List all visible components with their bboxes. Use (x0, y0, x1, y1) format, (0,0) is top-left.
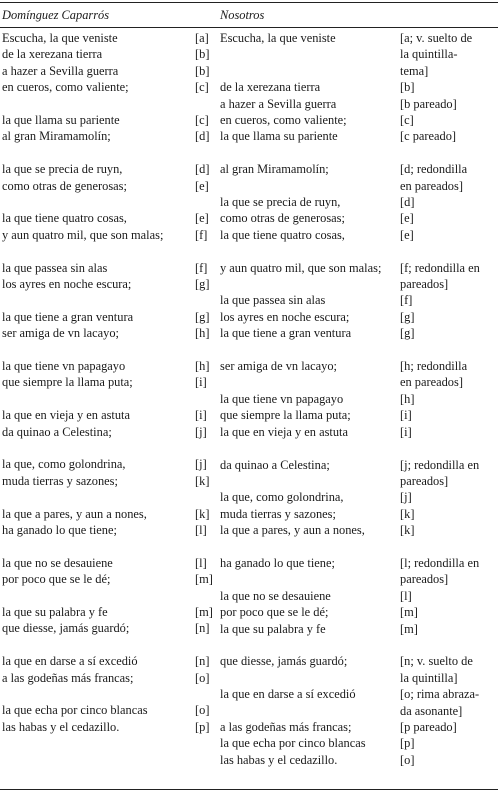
header-left: Domínguez Caparrós (2, 8, 110, 22)
rhyme-tag: [j] (195, 424, 207, 439)
verse-text: por poco que se le dé; (220, 605, 329, 620)
rhyme-tag: [k] (195, 473, 210, 488)
stanza-gap (220, 637, 496, 653)
header-right: Nosotros (220, 8, 265, 22)
verse-line (2, 456, 212, 472)
stanza-gap (2, 637, 212, 653)
rhyme-tag: tema] (400, 63, 429, 78)
verse-line (220, 407, 496, 423)
verse-line (220, 161, 496, 177)
verse-line (2, 325, 212, 341)
rhyme-tag: [o] (195, 670, 210, 685)
verse-text (220, 276, 400, 292)
verse-line (220, 128, 496, 144)
stanza-gap (2, 194, 212, 210)
verse-text: la que se precia de ruyn, (2, 162, 123, 177)
verse-text: la que llama su pariente (2, 113, 120, 128)
rhyme-tag: [o; rima abraza- (400, 687, 480, 702)
verse-line (2, 227, 212, 243)
rhyme-tag: [i] (195, 375, 207, 390)
verse-line (2, 571, 212, 587)
rhyme-tag: [c] (195, 113, 209, 128)
verse-text (220, 178, 400, 194)
verse-line (220, 309, 496, 325)
verse-text: de la xerezana tierra (220, 80, 321, 95)
verse-line (2, 719, 212, 735)
verse-line (2, 702, 212, 718)
stanza-gap (2, 96, 212, 112)
rhyme-tag: [l] (195, 523, 207, 538)
rhyme-tag: [h] (195, 326, 210, 341)
verse-line (220, 358, 496, 374)
verse-line (2, 424, 212, 440)
rhyme-tag: [m] (400, 621, 418, 636)
verse-line (220, 63, 496, 79)
rhyme-tag: [g] (195, 309, 210, 324)
verse-text: Escucha, la que veniste (2, 31, 118, 45)
rhyme-tag: [j] (195, 457, 207, 472)
verse-line (2, 128, 212, 144)
verse-text (220, 670, 400, 686)
verse-line (220, 752, 496, 768)
top-rule (0, 2, 498, 3)
verse-text: Escucha, la que veniste (220, 31, 336, 45)
rhyme-tag: [l; redondilla en (400, 555, 480, 570)
stanza-gap (2, 588, 212, 604)
verse-line (2, 63, 212, 79)
rhyme-tag: [f] (195, 227, 208, 242)
verse-line (2, 260, 212, 276)
rhyme-tag: [h; redondilla (400, 359, 468, 374)
verse-text (220, 571, 400, 587)
verse-text: da quinao a Celestina; (2, 424, 112, 439)
rhyme-tag: [p] (195, 719, 210, 734)
rhyme-tag: [e] (400, 211, 414, 226)
stanza-gap (220, 342, 496, 358)
verse-text: la que tiene vn papagayo (220, 391, 344, 406)
rhyme-tag: [i] (195, 408, 207, 423)
verse-line (220, 46, 496, 62)
verse-line (220, 96, 496, 112)
verse-line (220, 292, 496, 308)
rhyme-tag: [e] (195, 211, 209, 226)
verse-text: a hazer a Sevilla guerra (2, 63, 119, 78)
verse-text: la que a pares, y aun a nones, (220, 523, 365, 538)
stanza-gap (2, 440, 212, 456)
rhyme-tag: la quintilla] (400, 670, 458, 685)
verse-line (2, 210, 212, 226)
verse-text: la que en darse a sí excedió (2, 654, 138, 669)
rhyme-tag: [n; v. suelto de (400, 654, 473, 669)
rhyme-tag: pareados] (400, 473, 449, 488)
rhyme-tag: [m] (195, 605, 213, 620)
rhyme-tag: [g] (400, 309, 415, 324)
verse-text: los ayres en noche escura; (220, 309, 350, 324)
rhyme-tag: [a; v. suelto de (400, 31, 473, 45)
verse-text: la que, como golondrina, (220, 490, 344, 505)
verse-text: la que echa por cinco blancas (2, 703, 148, 718)
rhyme-tag: [b pareado] (400, 96, 457, 111)
rhyme-tag: [k] (400, 506, 415, 521)
verse-text: las habas y el cedazillo. (2, 719, 120, 734)
stanza-gap (220, 440, 496, 456)
rhyme-tag: [f; redondilla en (400, 260, 480, 275)
verse-line (220, 227, 496, 243)
verse-line (220, 374, 496, 390)
verse-text: las habas y el cedazillo. (220, 752, 338, 767)
verse-line (2, 309, 212, 325)
verse-text: la que tiene vn papagayo (2, 359, 126, 374)
verse-text: como otras de generosas; (220, 211, 345, 226)
verse-text: al gran Miramamolín; (2, 129, 111, 144)
verse-line (220, 391, 496, 407)
verse-line (220, 670, 496, 686)
verse-line (220, 703, 496, 719)
verse-text (220, 703, 400, 719)
rhyme-tag: [o] (400, 752, 415, 767)
verse-text: que siempre la llama puta; (220, 408, 351, 423)
rhyme-tag: [g] (400, 326, 415, 341)
verse-line (220, 489, 496, 505)
verse-text (220, 374, 400, 390)
verse-text: como otras de generosas; (2, 178, 127, 193)
verse-text: que diesse, jamás guardó; (2, 621, 130, 636)
stanza-gap (220, 243, 496, 259)
stanza-gap (2, 145, 212, 161)
verse-line (220, 735, 496, 751)
verse-text: la que en vieja y en astuta (220, 424, 348, 439)
verse-line (220, 588, 496, 604)
verse-text: al gran Miramamolín; (220, 162, 329, 177)
rhyme-tag: [f] (400, 293, 413, 308)
rhyme-tag: [b] (195, 63, 210, 78)
rhyme-tag: pareados] (400, 277, 449, 292)
rhyme-tag: [d] (400, 195, 415, 210)
verse-text: a hazer a Sevilla guerra (220, 96, 337, 111)
verse-line (220, 555, 496, 571)
left-column (2, 30, 212, 735)
rhyme-tag: [b] (400, 80, 415, 95)
verse-text: y aun quatro mil, que son malas; (2, 227, 164, 242)
verse-text: la que, como golondrina, (2, 457, 126, 472)
verse-line (2, 79, 212, 95)
verse-text: que siempre la llama puta; (2, 375, 133, 390)
verse-text: la que no se desauiene (220, 588, 331, 603)
verse-line (220, 457, 496, 473)
stanza-gap (2, 243, 212, 259)
verse-line (2, 604, 212, 620)
verse-text: la que llama su pariente (220, 129, 338, 144)
verse-text: la que en vieja y en astuta (2, 408, 130, 423)
rhyme-tag: [n] (195, 621, 210, 636)
stanza-gap (220, 539, 496, 555)
rhyme-tag: [o] (195, 703, 210, 718)
verse-line (220, 178, 496, 194)
verse-line (220, 276, 496, 292)
rhyme-tag: [h] (195, 359, 210, 374)
rhyme-tag: [g] (195, 277, 210, 292)
verse-line (220, 194, 496, 210)
verse-line (2, 555, 212, 571)
verse-text: la que en darse a sí excedió (220, 687, 356, 702)
verse-text: ser amiga de vn lacayo; (220, 359, 337, 374)
verse-text: la que no se desauiene (2, 555, 113, 570)
rhyme-tag: [h] (400, 391, 415, 406)
verse-text: la que tiene a gran ventura (220, 326, 352, 341)
verse-line (2, 276, 212, 292)
verse-text: la que passea sin alas (220, 293, 326, 308)
verse-text: la que se precia de ruyn, (220, 195, 341, 210)
verse-text: a las godeñas más francas; (220, 719, 352, 734)
verse-line (220, 79, 496, 95)
rhyme-tag: [c] (400, 113, 414, 128)
verse-text: y aun quatro mil, que son malas; (220, 260, 382, 275)
verse-text (220, 46, 400, 62)
verse-text: la que tiene quatro cosas, (2, 211, 127, 226)
verse-line (2, 178, 212, 194)
verse-line (2, 620, 212, 636)
verse-text: en cueros, como valiente; (2, 80, 129, 95)
verse-line (220, 112, 496, 128)
verse-line (2, 506, 212, 522)
verse-text: la que echa por cinco blancas (220, 736, 366, 751)
stanza-gap (2, 292, 212, 308)
header-rule (0, 27, 498, 28)
right-column (220, 30, 496, 768)
verse-line (220, 30, 496, 46)
bottom-rule (0, 789, 498, 790)
rhyme-tag: [j; redondilla en (400, 457, 480, 472)
rhyme-tag: [p] (400, 736, 415, 751)
verse-line (2, 407, 212, 423)
stanza-gap (220, 145, 496, 161)
verse-line (2, 473, 212, 489)
verse-text: en cueros, como valiente; (220, 113, 347, 128)
verse-line (2, 358, 212, 374)
verse-text: ha ganado lo que tiene; (220, 555, 335, 570)
rhyme-tag: [k] (195, 506, 210, 521)
rhyme-tag: [l] (195, 555, 207, 570)
rhyme-tag: [m] (195, 572, 213, 587)
verse-text: la que su palabra y fe (2, 605, 108, 620)
verse-line (220, 621, 496, 637)
verse-line (2, 670, 212, 686)
rhyme-tag: la quintilla- (400, 47, 458, 62)
rhyme-tag: [b] (195, 47, 210, 62)
verse-line (2, 374, 212, 390)
rhyme-tag: da asonante] (400, 703, 463, 718)
rhyme-tag: en pareados] (400, 375, 463, 390)
verse-line (220, 506, 496, 522)
verse-line (2, 46, 212, 62)
verse-line (2, 522, 212, 538)
verse-text: ha ganado lo que tiene; (2, 523, 117, 538)
verse-text: muda tierras y sazones; (2, 473, 118, 488)
verse-text: la que a pares, y aun a nones, (2, 506, 147, 521)
verse-text: de la xerezana tierra (2, 47, 103, 62)
rhyme-tag: [l] (400, 588, 412, 603)
verse-line (220, 719, 496, 735)
rhyme-tag: en pareados] (400, 178, 463, 193)
verse-text: la que su palabra y fe (220, 621, 326, 636)
rhyme-tag: [c] (195, 80, 209, 95)
verse-text: a las godeñas más francas; (2, 670, 134, 685)
verse-line (220, 210, 496, 226)
verse-line (2, 112, 212, 128)
stanza-gap (2, 342, 212, 358)
verse-text (220, 63, 400, 79)
rhyme-tag: [m] (400, 605, 418, 620)
stanza-gap (2, 538, 212, 554)
rhyme-tag: [n] (195, 654, 210, 669)
verse-text: por poco que se le dé; (2, 572, 111, 587)
verse-text: la que tiene quatro cosas, (220, 227, 345, 242)
verse-line (2, 653, 212, 669)
verse-line (220, 653, 496, 669)
verse-line (220, 260, 496, 276)
rhyme-tag: [d] (195, 129, 210, 144)
stanza-gap (2, 489, 212, 505)
verse-line (220, 686, 496, 702)
verse-text: muda tierras y sazones; (220, 506, 336, 521)
rhyme-tag: pareados] (400, 572, 449, 587)
rhyme-tag: [d; redondilla (400, 162, 468, 177)
stanza-gap (2, 686, 212, 702)
verse-text: la que tiene a gran ventura (2, 309, 134, 324)
rhyme-tag: [i] (400, 408, 412, 423)
verse-text: la que passea sin alas (2, 260, 108, 275)
verse-line (2, 161, 212, 177)
rhyme-tag: [k] (400, 523, 415, 538)
verse-line (220, 604, 496, 620)
verse-line (220, 325, 496, 341)
rhyme-tag: [e] (195, 178, 209, 193)
verse-line (220, 473, 496, 489)
rhyme-tag: [a] (195, 31, 209, 45)
stanza-gap (2, 391, 212, 407)
verse-text (220, 473, 400, 489)
verse-text: ser amiga de vn lacayo; (2, 326, 119, 341)
rhyme-tag: [d] (195, 162, 210, 177)
verse-line (220, 424, 496, 440)
rhyme-tag: [i] (400, 424, 412, 439)
rhyme-tag: [c pareado] (400, 129, 457, 144)
verse-text: que diesse, jamás guardó; (220, 654, 348, 669)
verse-line (2, 30, 212, 46)
verse-text: da quinao a Celestina; (220, 457, 330, 472)
verse-text: los ayres en noche escura; (2, 277, 132, 292)
rhyme-tag: [e] (400, 227, 414, 242)
rhyme-tag: [f] (195, 260, 208, 275)
rhyme-tag: [p pareado] (400, 719, 457, 734)
verse-line (220, 571, 496, 587)
rhyme-tag: [j] (400, 490, 412, 505)
verse-line (220, 522, 496, 538)
